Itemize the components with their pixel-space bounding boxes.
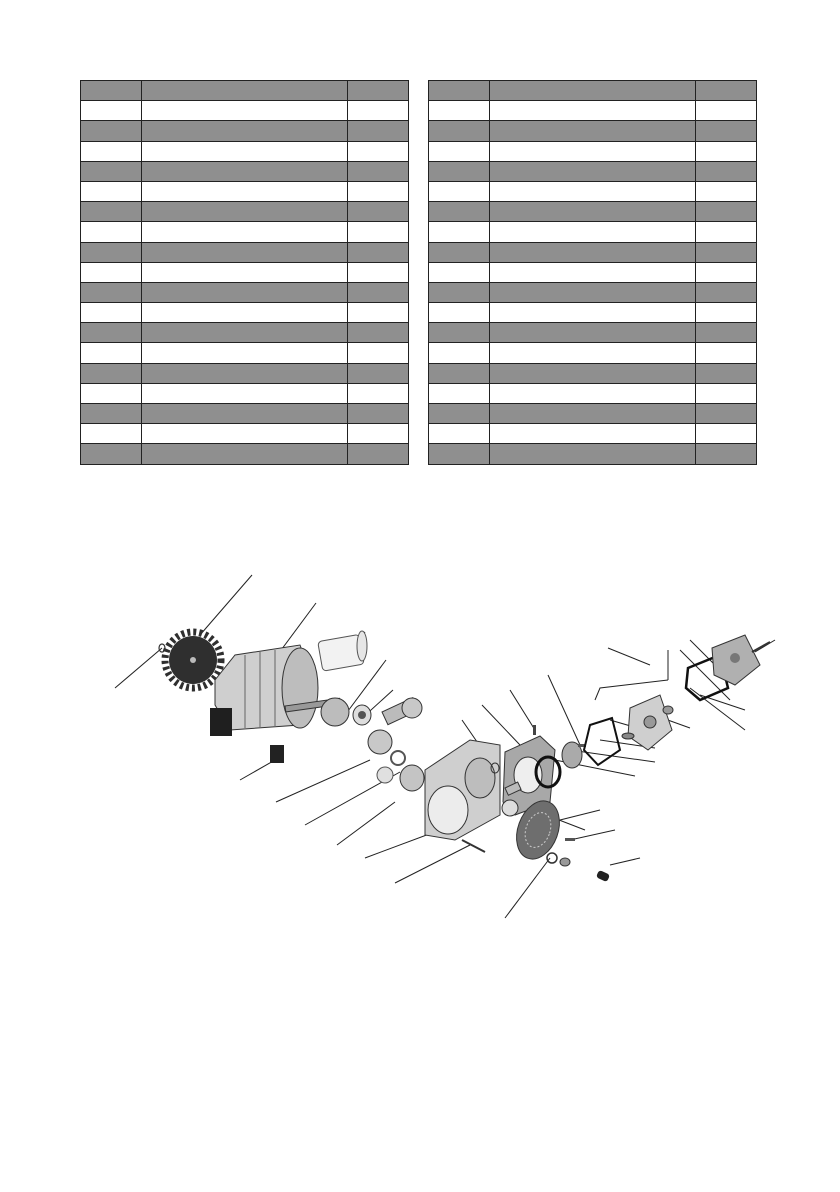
table-row (429, 424, 757, 444)
leader-line (570, 830, 615, 840)
table-cell (142, 141, 348, 161)
leader-line (482, 705, 520, 745)
table-row (81, 202, 409, 222)
table-cell (81, 101, 142, 121)
table-cell (490, 161, 696, 181)
table-cell (429, 141, 490, 161)
table-cell (142, 161, 348, 181)
table-cell (490, 101, 696, 121)
table-cell (490, 444, 696, 464)
table-cell (490, 404, 696, 424)
table-cell (347, 424, 408, 444)
table-cell (429, 242, 490, 262)
table-row (429, 444, 757, 464)
table-row (81, 222, 409, 242)
table-cell (695, 363, 756, 383)
table-row (429, 121, 757, 141)
table-row (81, 383, 409, 403)
table-row (81, 81, 409, 101)
head-plate-part (628, 695, 672, 750)
table-cell (81, 383, 142, 403)
table-cell (81, 303, 142, 323)
leader-line (548, 675, 580, 745)
table-cell (142, 444, 348, 464)
leader-line (240, 760, 275, 780)
table-cell (81, 161, 142, 181)
table-row (429, 81, 757, 101)
reed-valve-part (663, 706, 673, 714)
table-cell (81, 141, 142, 161)
housing-part (425, 740, 500, 840)
table-cell (81, 242, 142, 262)
table-cell (347, 242, 408, 262)
table-row (81, 161, 409, 181)
table-cell (142, 181, 348, 201)
table-row (429, 222, 757, 242)
plug-part (596, 870, 610, 882)
table-cell (429, 202, 490, 222)
table-row (429, 262, 757, 282)
leader-line (510, 690, 535, 730)
table-cell (81, 222, 142, 242)
exploded-view-diagram (0, 540, 840, 940)
table-row (429, 323, 757, 343)
table-cell (429, 222, 490, 242)
table-row (81, 363, 409, 383)
table-cell (429, 343, 490, 363)
table-cell (142, 222, 348, 242)
piston-cup-part (400, 765, 424, 791)
table-cell (347, 282, 408, 302)
table-cell (490, 424, 696, 444)
table-row (81, 181, 409, 201)
leader-lines (115, 575, 775, 918)
table-cell (142, 343, 348, 363)
table-cell (490, 262, 696, 282)
table-cell (347, 101, 408, 121)
parts-table-right (428, 80, 757, 465)
table-cell (695, 262, 756, 282)
table-cell (429, 121, 490, 141)
leader-line (608, 648, 650, 665)
table-cell (142, 404, 348, 424)
table-row (81, 282, 409, 302)
table-cell (490, 181, 696, 201)
washer-part (391, 751, 405, 765)
table-row (81, 303, 409, 323)
table-cell (142, 282, 348, 302)
table-row (81, 323, 409, 343)
table-cell (142, 363, 348, 383)
table-row (81, 343, 409, 363)
table-cell (429, 424, 490, 444)
table-cell (142, 101, 348, 121)
table-cell (429, 303, 490, 323)
leader-line (395, 845, 470, 883)
table-cell (429, 383, 490, 403)
table-row (429, 202, 757, 222)
table-cell (429, 363, 490, 383)
table-cell (347, 383, 408, 403)
table-cell (347, 81, 408, 101)
table-cell (142, 303, 348, 323)
table-row (81, 444, 409, 464)
table-row (429, 383, 757, 403)
table-row (429, 303, 757, 323)
table-cell (490, 202, 696, 222)
table-cell (142, 242, 348, 262)
table-cell (490, 363, 696, 383)
table-cell (81, 282, 142, 302)
table-cell (142, 262, 348, 282)
table-cell (142, 383, 348, 403)
table-cell (695, 303, 756, 323)
table-cell (429, 181, 490, 201)
table-row (429, 161, 757, 181)
table-cell (347, 363, 408, 383)
table-cell (695, 202, 756, 222)
table-cell (142, 424, 348, 444)
leader-line (200, 575, 252, 635)
table-cell (429, 404, 490, 424)
table-cell (490, 222, 696, 242)
crank-part (321, 698, 349, 726)
table-cell (347, 262, 408, 282)
table-row (81, 424, 409, 444)
leader-line (276, 760, 370, 802)
fan-washer-part (547, 853, 557, 863)
leader-line (337, 802, 395, 845)
table-cell (81, 121, 142, 141)
table-cell (695, 222, 756, 242)
table-cell (429, 161, 490, 181)
table-cell (429, 444, 490, 464)
table-cell (695, 101, 756, 121)
table-cell (429, 323, 490, 343)
table-cell (81, 323, 142, 343)
table-cell (429, 282, 490, 302)
table-cell (695, 282, 756, 302)
table-cell (429, 101, 490, 121)
table-cell (490, 81, 696, 101)
table-row (429, 404, 757, 424)
table-cell (490, 343, 696, 363)
table-cell (429, 262, 490, 282)
leader-line (560, 810, 600, 820)
table-cell (347, 444, 408, 464)
table-cell (81, 262, 142, 282)
table-cell (490, 121, 696, 141)
table-cell (142, 121, 348, 141)
table-cell (695, 81, 756, 101)
table-cell (347, 404, 408, 424)
table-cell (490, 282, 696, 302)
table-cell (695, 181, 756, 201)
table-row (429, 181, 757, 201)
leader-line (755, 640, 775, 652)
table-row (429, 343, 757, 363)
nut-part (560, 858, 570, 866)
table-cell (695, 323, 756, 343)
table-row (429, 101, 757, 121)
table-cell (347, 202, 408, 222)
table-cell (142, 202, 348, 222)
fan-screw-part (565, 838, 575, 841)
piston-part (377, 767, 393, 783)
table-cell (81, 404, 142, 424)
table-cell (695, 404, 756, 424)
table-cell (429, 81, 490, 101)
table-cell (695, 343, 756, 363)
table-row (81, 242, 409, 262)
table-cell (695, 121, 756, 141)
table-cell (347, 323, 408, 343)
table-row (81, 404, 409, 424)
lower-bearing-part (502, 800, 518, 816)
screw-part (462, 840, 485, 852)
table-cell (695, 141, 756, 161)
reed-valve-part (622, 733, 634, 739)
table-row (81, 121, 409, 141)
leader-line (505, 858, 550, 918)
table-cell (490, 383, 696, 403)
table-cell (81, 81, 142, 101)
table-row (429, 242, 757, 262)
parts-table-right-body (429, 81, 757, 465)
gear-part (165, 632, 221, 688)
table-cell (695, 161, 756, 181)
table-cell (347, 343, 408, 363)
table-cell (347, 141, 408, 161)
table-row (429, 282, 757, 302)
table-cell (490, 141, 696, 161)
pin-part (533, 725, 536, 735)
filter-part (318, 631, 367, 671)
table-cell (81, 424, 142, 444)
table-row (81, 262, 409, 282)
parts-table-left (80, 80, 409, 465)
table-cell (81, 363, 142, 383)
table-cell (347, 121, 408, 141)
table-cell (695, 424, 756, 444)
mount-part (270, 745, 284, 763)
connecting-rod-part (368, 698, 422, 754)
parts-table-left-body (81, 81, 409, 465)
table-row (429, 363, 757, 383)
table-cell (490, 323, 696, 343)
table-row (81, 141, 409, 161)
table-cell (347, 222, 408, 242)
gasket-part (584, 718, 620, 765)
leader-line (610, 858, 640, 865)
table-cell (347, 303, 408, 323)
table-row (81, 101, 409, 121)
table-cell (81, 343, 142, 363)
table-cell (695, 242, 756, 262)
table-cell (81, 202, 142, 222)
table-cell (142, 81, 348, 101)
table-cell (81, 444, 142, 464)
table-cell (81, 181, 142, 201)
table-cell (347, 161, 408, 181)
leader-line (115, 648, 162, 688)
table-cell (490, 242, 696, 262)
table-row (429, 141, 757, 161)
table-cell (490, 303, 696, 323)
cover-screw-part (752, 642, 770, 652)
table-cell (142, 323, 348, 343)
table-cell (695, 444, 756, 464)
table-cell (695, 383, 756, 403)
table-cell (347, 181, 408, 201)
leader-line (690, 688, 745, 730)
cover-part (712, 635, 760, 685)
